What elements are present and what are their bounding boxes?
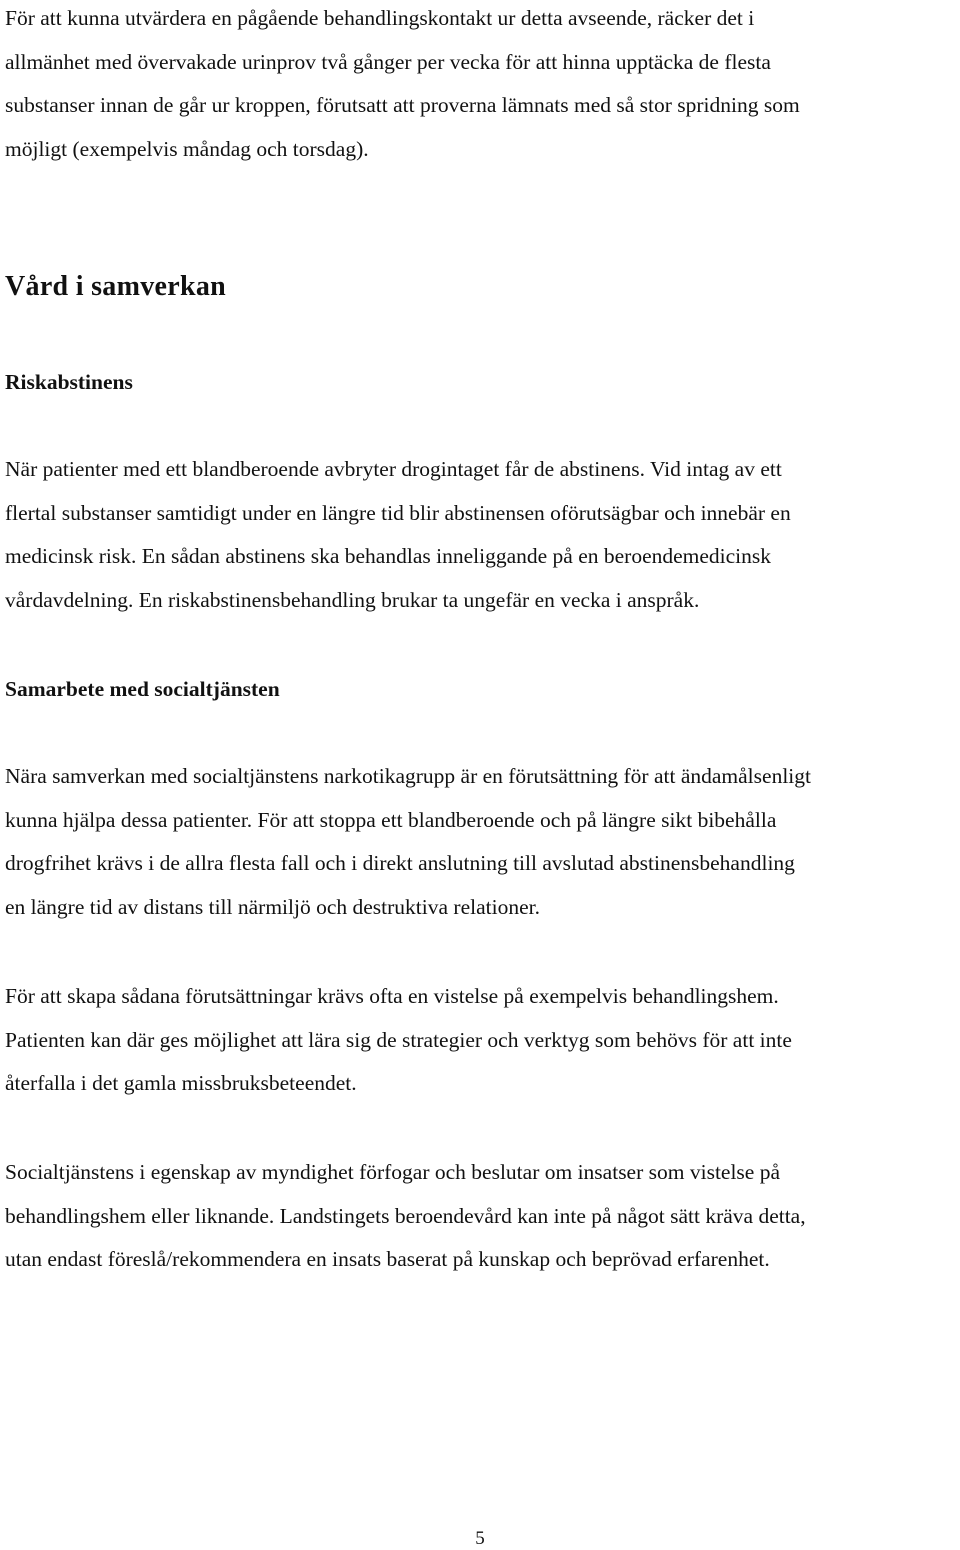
text-line: Nära samverkan med socialtjänstens narkotikagrupp är en förutsättning för att ändamålsenligt — [5, 764, 811, 788]
text-line: För att skapa sådana förutsättningar krävs ofta en vistelse på exempelvis behandlingshem. — [5, 984, 779, 1008]
text-line: behandlingshem eller liknande. Landstingets beroendevård kan inte på något sätt kräva detta, — [5, 1203, 806, 1228]
text-line: flertal substanser samtidigt under en längre tid blir abstinensen oförutsägbar och innebär en — [5, 500, 791, 525]
text-line: allmänhet med övervakade urinprov två gånger per vecka för att hinna upptäcka de flesta — [5, 49, 771, 74]
samarbete-paragraph-1 — [5, 755, 960, 929]
text-line: När patienter med ett blandberoende avbryter drogintaget får de abstinens. Vid intag av ett — [5, 457, 782, 481]
riskabstinens-paragraph — [5, 448, 960, 622]
riskabstinens-heading: Riskabstinens — [5, 370, 133, 394]
samarbete-paragraph-3 — [5, 1151, 960, 1282]
text-line: en längre tid av distans till närmiljö och destruktiva relationer. — [5, 894, 540, 919]
text-line: medicinsk risk. En sådan abstinens ska behandlas inneliggande på en beroendemedicinsk — [5, 544, 772, 569]
text-line: vårdavdelning. En riskabstinensbehandling brukar ta ungefär en vecka i anspråk. — [5, 587, 700, 612]
text-line: För att kunna utvärdera en pågående behandlingskontakt ur detta avseende, räcker det i — [5, 6, 755, 30]
section-title: Vård i samverkan — [5, 271, 227, 302]
samarbete-heading: Samarbete med socialtjänsten — [5, 677, 280, 701]
text-line: möjligt (exempelvis måndag och torsdag). — [5, 136, 369, 161]
text-line: substanser innan de går ur kroppen, förutsatt att proverna lämnats med så stor spridning som — [5, 93, 800, 118]
text-line: drogfrihet krävs i de allra flesta fall och i direkt anslutning till avslutad abstinensbehandling — [5, 851, 795, 876]
intro-paragraph — [5, 0, 960, 171]
text-line: Patienten kan där ges möjlighet att lära sig de strategier och verktyg som behövs för att inte — [5, 1027, 792, 1052]
samarbete-paragraph-2 — [5, 975, 960, 1106]
text-line: Socialtjänstens i egenskap av myndighet förfogar och beslutar om insatser som vistelse på — [5, 1160, 781, 1184]
text-line: utan endast föreslå/rekommendera en insats baserat på kunskap och beprövad erfarenhet. — [5, 1247, 770, 1272]
text-line: kunna hjälpa dessa patienter. För att stoppa ett blandberoende och på längre sikt bibehålla — [5, 807, 777, 832]
text-line: återfalla i det gamla missbruksbeteendet. — [5, 1071, 357, 1096]
page-number: 5 — [475, 1528, 485, 1549]
